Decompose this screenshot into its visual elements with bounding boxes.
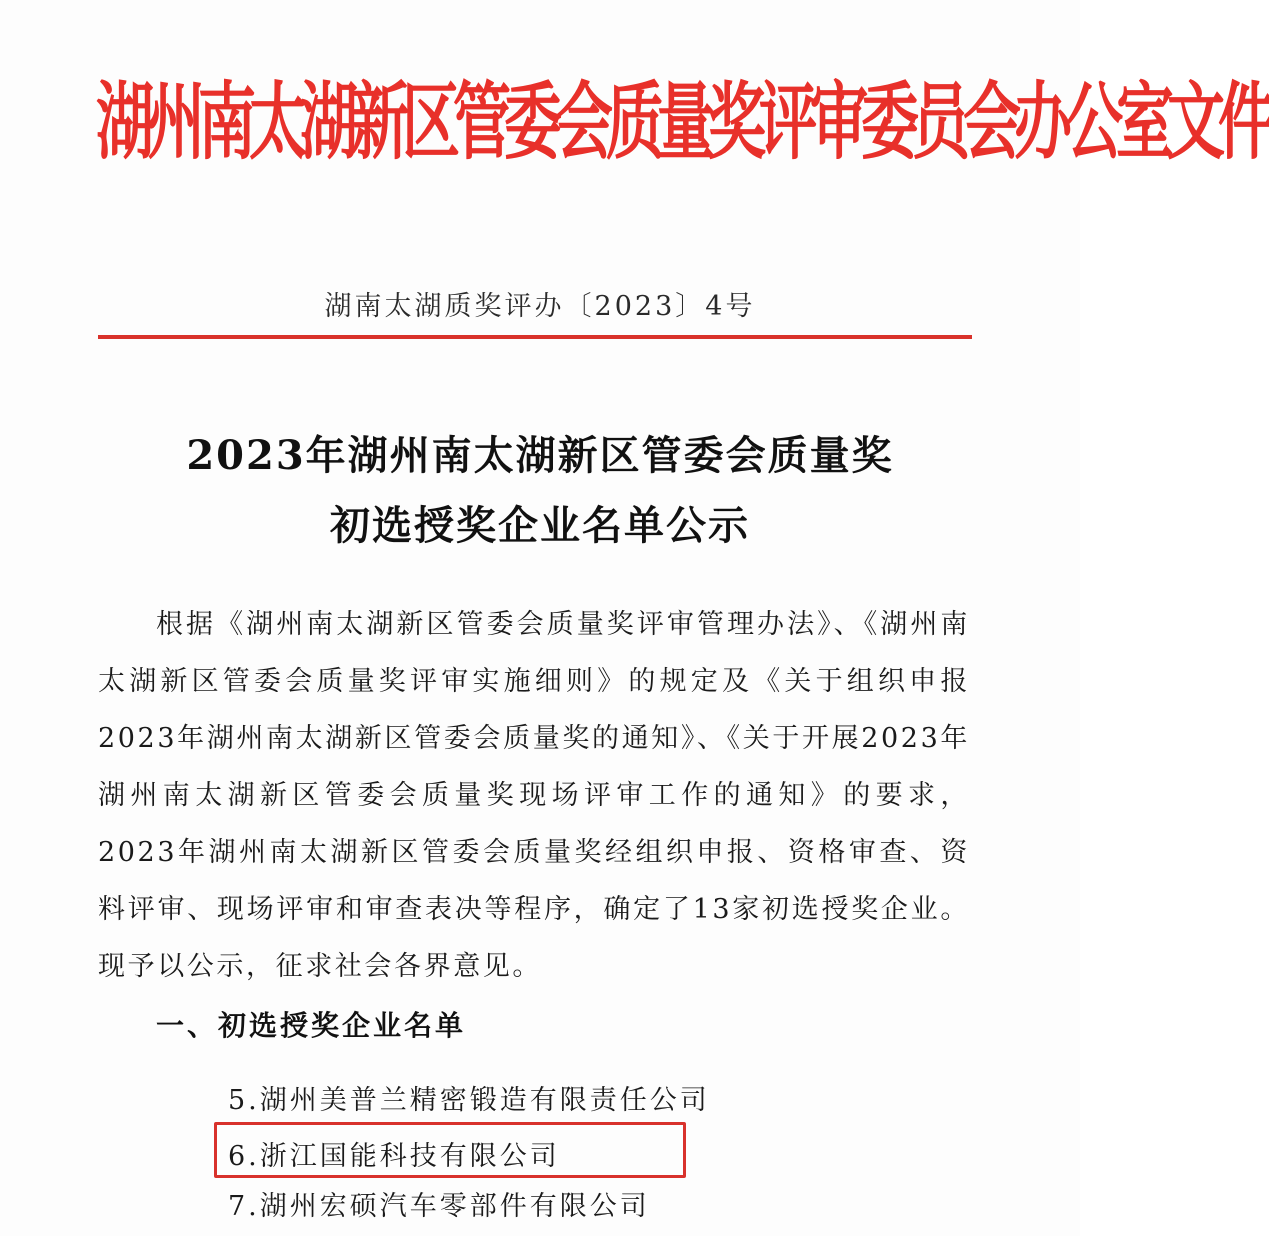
list-item: 5.湖州美普兰精密锻造有限责任公司 [228,1085,710,1116]
body-paragraph: 根据《湖州南太湖新区管委会质量奖评审管理办法》、《湖州南太湖新区管委会质量奖评审实施细则》的规定及《关于组织申报2023年湖州南太湖新区管委会质量奖的通知》、《关于开展2023年湖州南太湖新区管委会质量奖现场评审工作的通知》的要求，2023年湖州南太湖新区管委会质量奖经组织申报、资格审查、资料评审、现场评审和审查表决等程序，确定了13家初选授奖企业。现予以公示，征求社会各界意见。 [98,609,970,982]
section-heading: 一、初选授奖企业名单 [156,1009,467,1042]
main-title-line-2: 初选授奖企业名单公示 [330,502,750,549]
main-title-line-1: 2023年湖州南太湖新区管委会质量奖 [186,432,894,479]
list-item: 7.湖州宏硕汽车零部件有限公司 [228,1191,650,1222]
list-item-highlighted: 6.浙江国能科技有限公司 [228,1141,560,1172]
document-header-title: 湖州南太湖新区管委会质量奖评审委员会办公室文件 [96,72,1269,172]
red-divider-line [98,335,972,339]
document-number: 湖南太湖质奖评办〔2023〕4号 [324,291,756,322]
